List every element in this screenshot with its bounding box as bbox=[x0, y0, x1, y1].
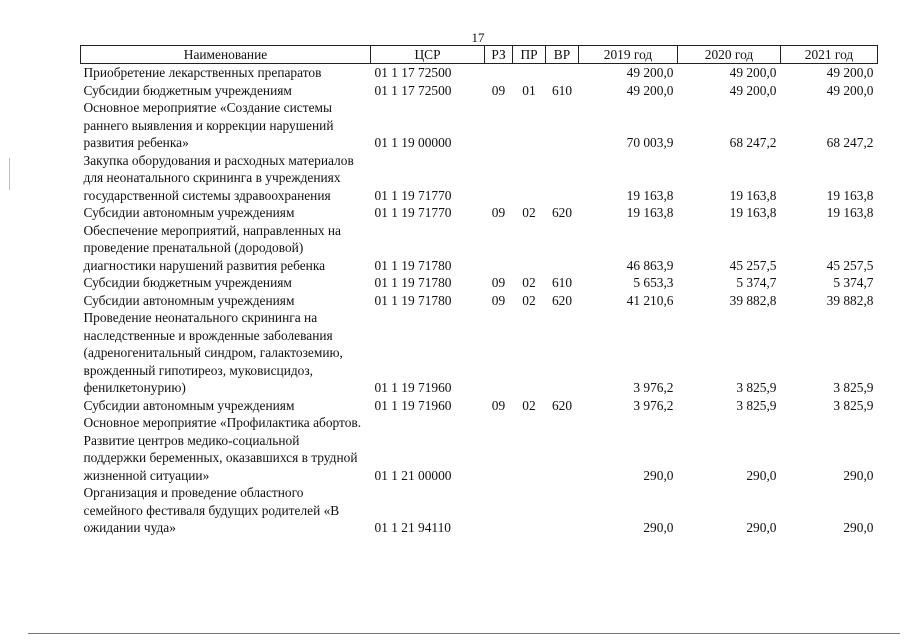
row-2019: 49 200,0 bbox=[626, 65, 674, 80]
row-name: Приобретение лекарственных препаратов bbox=[83, 65, 322, 80]
row-2020: 290,0 bbox=[746, 467, 777, 483]
row-2020: 39 882,8 bbox=[729, 292, 777, 308]
header-name: Наименование bbox=[81, 46, 371, 64]
row-vr: 610 bbox=[551, 275, 573, 290]
row-2020: 5 374,7 bbox=[736, 275, 777, 290]
row-rz bbox=[485, 484, 513, 537]
row-vr bbox=[546, 222, 579, 275]
row-2019: 41 210,6 bbox=[626, 292, 674, 308]
row-rz: 09 bbox=[491, 397, 506, 413]
row-2021: 49 200,0 bbox=[826, 82, 874, 98]
table-row bbox=[81, 397, 878, 415]
row-rz bbox=[485, 309, 513, 397]
row-vr bbox=[546, 99, 579, 152]
row-rz: 09 bbox=[491, 205, 506, 220]
row-pr: 02 bbox=[522, 397, 536, 413]
row-2019: 290,0 bbox=[643, 467, 674, 483]
row-2020: 68 247,2 bbox=[729, 135, 777, 150]
row-rz: 09 bbox=[491, 292, 506, 308]
row-2020: 19 163,8 bbox=[729, 205, 777, 220]
row-vr: 620 bbox=[551, 205, 573, 220]
row-csr: 01 1 19 71770 bbox=[374, 187, 452, 203]
header-2020: 2020 год bbox=[678, 46, 781, 64]
row-pr bbox=[513, 484, 546, 537]
header-vr: ВР bbox=[546, 46, 579, 64]
row-2019: 5 653,3 bbox=[633, 275, 674, 290]
row-csr: 01 1 17 72500 bbox=[374, 82, 452, 98]
table-row bbox=[81, 292, 878, 310]
row-vr: 620 bbox=[551, 397, 573, 413]
budget-table bbox=[80, 45, 878, 537]
row-pr bbox=[513, 309, 546, 397]
row-csr: 01 1 21 00000 bbox=[374, 467, 452, 483]
row-2021: 68 247,2 bbox=[826, 135, 874, 150]
row-name: Основное мероприятие «Профилактика абортов. Развитие центров медико-социальной поддержки беременных, оказавшихся в трудной жизненной ситуации» bbox=[83, 415, 362, 483]
row-2021: 290,0 bbox=[843, 467, 874, 483]
row-2019: 46 863,9 bbox=[626, 257, 674, 273]
header-pr: ПР bbox=[513, 46, 546, 64]
row-2021: 290,0 bbox=[843, 520, 874, 535]
row-rz: 09 bbox=[491, 82, 506, 98]
row-2020: 49 200,0 bbox=[729, 82, 777, 98]
row-2020: 3 825,9 bbox=[736, 397, 777, 413]
row-name: Субсидии бюджетным учреждениям bbox=[83, 275, 292, 290]
row-csr: 01 1 19 71770 bbox=[374, 205, 452, 220]
row-csr: 01 1 19 71960 bbox=[374, 380, 452, 395]
row-name: Субсидии автономным учреждениям bbox=[83, 397, 295, 413]
row-rz bbox=[485, 414, 513, 484]
row-rz bbox=[485, 222, 513, 275]
row-2019: 290,0 bbox=[643, 520, 674, 535]
table-row bbox=[81, 82, 878, 100]
row-csr: 01 1 21 94110 bbox=[374, 520, 451, 535]
row-2020: 49 200,0 bbox=[729, 65, 777, 80]
table-row bbox=[81, 222, 878, 275]
page-number: 17 bbox=[471, 30, 485, 45]
row-2019: 70 003,9 bbox=[626, 135, 674, 150]
table-row bbox=[81, 274, 878, 292]
row-name: Организация и проведение областного семейного фестиваля будущих родителей «В ожидании чуда» bbox=[83, 485, 340, 535]
row-2021: 3 825,9 bbox=[833, 380, 874, 395]
row-2019: 3 976,2 bbox=[633, 397, 674, 413]
table-row bbox=[81, 64, 878, 82]
row-vr bbox=[546, 152, 579, 205]
row-2021: 45 257,5 bbox=[826, 257, 874, 273]
table-row bbox=[81, 414, 878, 484]
header-2021: 2021 год bbox=[781, 46, 878, 64]
row-rz bbox=[485, 64, 513, 82]
table-row bbox=[81, 204, 878, 222]
row-csr: 01 1 19 71960 bbox=[374, 397, 452, 413]
row-2021: 39 882,8 bbox=[826, 292, 874, 308]
row-pr: 02 bbox=[522, 205, 536, 220]
header-2019: 2019 год bbox=[579, 46, 678, 64]
row-2019: 19 163,8 bbox=[626, 205, 674, 220]
row-csr: 01 1 17 72500 bbox=[374, 65, 452, 80]
row-vr bbox=[546, 414, 579, 484]
table-row bbox=[81, 309, 878, 397]
row-vr: 620 bbox=[551, 292, 573, 308]
row-csr: 01 1 19 71780 bbox=[374, 257, 452, 273]
row-2019: 49 200,0 bbox=[626, 82, 674, 98]
row-2021: 3 825,9 bbox=[833, 397, 874, 413]
row-rz bbox=[485, 152, 513, 205]
row-vr bbox=[546, 309, 579, 397]
row-pr: 02 bbox=[522, 292, 536, 308]
row-rz bbox=[485, 99, 513, 152]
row-name: Субсидии автономным учреждениям bbox=[83, 292, 295, 308]
row-csr: 01 1 19 00000 bbox=[374, 135, 452, 150]
row-pr: 01 bbox=[522, 82, 536, 98]
row-2021: 19 163,8 bbox=[826, 187, 874, 203]
row-name: Обеспечение мероприятий, направленных на проведение пренатальной (дородовой) диагностики нарушений развития ребенка bbox=[83, 222, 341, 273]
table-row bbox=[81, 99, 878, 152]
row-vr bbox=[546, 64, 579, 82]
row-2020: 3 825,9 bbox=[736, 380, 777, 395]
row-name: Субсидии автономным учреждениям bbox=[83, 205, 295, 220]
header-rz: РЗ bbox=[485, 46, 513, 64]
header-csr: ЦСР bbox=[371, 46, 485, 64]
row-name: Субсидии бюджетным учреждениям bbox=[83, 82, 292, 98]
row-csr: 01 1 19 71780 bbox=[374, 292, 452, 308]
row-name: Проведение неонатального скрининга на наследственные и врожденные заболевания (адреногенитальный синдром, галактоземию, врожденный гипотиреоз, муковисцидоз, фенилкетонурию) bbox=[83, 310, 343, 395]
row-2021: 49 200,0 bbox=[826, 65, 874, 80]
page-bottom-rule bbox=[28, 633, 900, 634]
row-vr: 610 bbox=[551, 82, 573, 98]
row-vr bbox=[546, 484, 579, 537]
row-2019: 19 163,8 bbox=[626, 187, 674, 203]
scan-margin-mark bbox=[9, 158, 10, 190]
row-pr bbox=[513, 64, 546, 82]
row-pr: 02 bbox=[522, 275, 536, 290]
table-header-row bbox=[81, 46, 878, 64]
row-name: Закупка оборудования и расходных материалов для неонатального скрининга в учреждениях государственной системы здравоохранения bbox=[83, 152, 354, 203]
row-pr bbox=[513, 152, 546, 205]
row-2020: 45 257,5 bbox=[729, 257, 777, 273]
row-2021: 19 163,8 bbox=[826, 205, 874, 220]
row-name: Основное мероприятие «Создание системы раннего выявления и коррекции нарушений развития ребенка» bbox=[83, 100, 334, 150]
row-2020: 290,0 bbox=[746, 520, 777, 535]
row-pr bbox=[513, 222, 546, 275]
row-pr bbox=[513, 99, 546, 152]
table-row bbox=[81, 484, 878, 537]
row-pr bbox=[513, 414, 546, 484]
row-csr: 01 1 19 71780 bbox=[374, 275, 452, 290]
row-rz: 09 bbox=[491, 275, 506, 290]
row-2021: 5 374,7 bbox=[833, 275, 874, 290]
table-row bbox=[81, 152, 878, 205]
row-2020: 19 163,8 bbox=[729, 187, 777, 203]
row-2019: 3 976,2 bbox=[633, 380, 674, 395]
